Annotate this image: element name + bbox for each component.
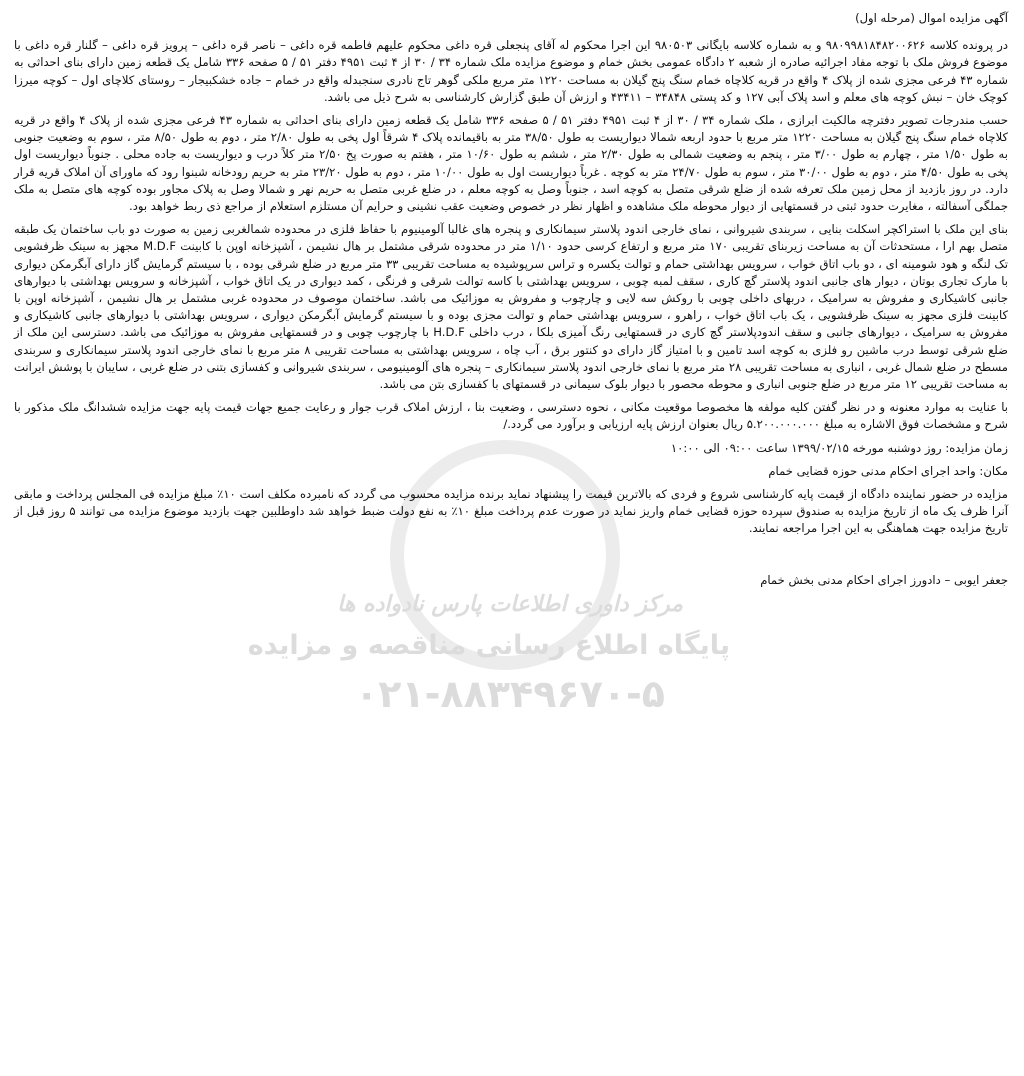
auction-notice bbox=[14, 10, 1008, 595]
watermark-phone: ۰۲۱-۸۸۳۴۹۶۷۰-۵ bbox=[355, 672, 665, 716]
deed-paragraph: حسب مندرجات تصویر دفترچه مالکیت ابرازی ، ملک شماره ۳۴ / ۳۰ از ۴ ثبت ۴۹۵۱ دفتر ۵۱ / ۵ صفحه ۳۳۶ شامل یک قطعه زمین دارای بنای احداثی به شماره ۴۳ فرعی مجزی شده از پلاک ۴ واقع در قریه کلاچاه خمام سنگ پنج گیلان به مساحت ۱۲۲۰ متر مربع با حدود اربعه شمالا دیواریست به طول ۳۸/۵۰ متر به باقیمانده پلاک ۴ شرقاً اول پخی به طول ۲/۸۰ متر ، دوم به طول ۸/۵۰ متر ، سوم به وضعیت جنوبی به طول ۱/۵۰ متر ، چهارم به طول ۳/۰۰ متر ، پنجم به وضعیت شمالی به طول ۲/۳۰ متر ، ششم به طول ۱۰/۶۰ متر ، هفتم به صورت پخ ۲/۵۰ متر کلاً درب و دیواریست به جاده محلی . جنوباً دیواریست اول پخی به طول ۴/۵۰ متر ، دوم به طول ۳۰/۰۰ متر ، سوم به طول ۲۴/۷۰ متر به کوچه . غرباً دیواریست اول به طول ۱۰/۰۰ متر ، دوم به طول ۲۳/۲۰ متر به حریم رودخانه شبنوا رود که ماورای آن املاک قریه قرار دارد. در روز بازدید از محل زمین ملک تعرفه شده از ضلع شرقی متصل به کوچه اسد ، جنوباً وصل به کوچه معلم ، در ضلع غربی متصل به حریم نهر و شمالا وصل به پلاک مجاور بوده کوچه های متصل به ملک جملگی آسفالته ، مغایرت حدود ثبتی در قسمتهایی از دیوار محوطه ملک مشاهده و اظهار نظر در خصوص وضعیت عقب نشینی و حرایم آن مستلزم استعلام از مراجع ذی ربط خواهد بود. bbox=[14, 113, 1009, 214]
case-paragraph: در پرونده کلاسه ۹۸۰۹۹۸۱۸۴۸۲۰۰۶۲۶ و به شماره کلاسه بایگانی ۹۸۰۵۰۳ این اجرا محکوم له آقای پنجعلی قره داغی محکوم علیهم فاطمه قره داغی – ناصر قره داغی – پرویز قره داغی – گلنار قره داغی با موضوع فروش ملک با توجه مفاد اجرائیه صادره از شعبه ۲ دادگاه عمومی بخش خمام و موضوع مزایده ملک شماره ۳۴ / ۳۰ از ۴ ثبت ۴۹۵۱ دفتر ۵۱ / ۵ صفحه ۳۳۶ شامل یک قطعه زمین دارای بنای احداثی به شماره ۴۳ فرعی مجزی شده از پلاک ۴ واقع در قریه کلاچاه خمام سنگ پنج گیلان به مساحت ۱۲۲۰ متر مربع ملکی گوهر تاج نادری سنجبدله واقع در خمام – جاده خشکبیجار – روستای کلاچای اول – کوچه میرزا کوچک خان – نبش کوچه های معلم و اسد پلاک آبی ۱۲۷ و کد پستی ۳۴۸۴۸ – ۴۳۴۱۱ و ارزش آن طبق گزارش کارشناسی به شرح ذیل می باشد. bbox=[14, 38, 1008, 104]
valuation-paragraph: با عنایت به موارد معنونه و در نظر گفتن کلیه مولفه ها مخصوصا موقعیت مکانی ، نحوه دسترسی ، وضعیت بنا ، ارزش املاک قرب جوار و رعایت جمیع جهات قیمت پایه جهت مزایده ششدانگ ملک مذکور با شرح و مشخصات فوق الاشاره به مبلغ ۵.۲۰۰.۰۰۰.۰۰۰ ریال بعنوان ارزش پایه ارزیابی و برآورد می گردد./ bbox=[14, 400, 1008, 432]
signature: جعفر ایوبی – دادورز اجرای احکام مدنی بخش خمام bbox=[760, 572, 1008, 587]
watermark-line2: پایگاه اطلاع رسانی مناقصه و مزایده bbox=[247, 630, 730, 661]
auction-location: مکان: واحد اجرای احکام مدنی حوزه قضایی خمام bbox=[768, 463, 1008, 478]
notice-title: آگهی مزایده اموال (مرحله اول) bbox=[855, 11, 1008, 25]
watermark-line1: مرکز داوری اطلاعات پارس نادواده ها bbox=[337, 592, 683, 617]
auction-time: زمان مزایده: روز دوشنبه مورخه ۱۳۹۹/۰۲/۱۵ ساعت ۰۹:۰۰ الی ۱۰:۰۰ bbox=[670, 440, 1008, 455]
terms-paragraph: مزایده در حضور نماینده دادگاه از قیمت پایه کارشناسی شروع و فردی که بالاترین قیمت را پیشنهاد نماید برنده مزایده محسوب می گردد که نامبرده مکلف است ۱۰٪ مبلغ مزایده فی المجلس پرداخت و مابقی آنرا ظرف یک ماه از تاریخ مزایده به صندوق سپرده حوزه قضایی خمام واریز نماید در صورت عدم پرداخت مبلغ ۱۰٪ به نفع دولت ضبط خواهد شد داوطلبین جهت بازدید موضوع مزایده می توانند ۵ روز قبل از تاریخ مزایده جهت هماهنگی به این اجرا مراجعه نمایند. bbox=[14, 487, 1009, 536]
building-paragraph: بنای این ملک با استراکچر اسکلت بنایی ، سربندی شیروانی ، نمای خارجی اندود پلاستر سیمانکاری و پنجره های غالبا آلومینیوم با حفاظ فلزی در محدوده شمالغربی زمین به صورت دو باب ساختمان یک طبقه متصل بهم ارا ، مستحدثات آن به مساحت زیربنای تقریبی ۱۷۰ متر مربع و ارتفاع کرسی حدود ۱/۱۰ متر در محدوده شرقی مشتمل بر هال نشیمن ، آشپزخانه اوپن با کابینت M.D.F مجهز به سینک ظرفشویی تک لنگه و هود شومینه ای ، دو باب اتاق خواب ، سرویس بهداشتی حمام و توالت یکسره و تراس سرپوشیده به مساحت تقریبی ۳۳ متر مربع در ضلع شرقی بوده ، با سیستم گرمایش گاز دارای آبگرمکن دیواری با مارک تجاری بوتان ، دیوار های جانبی اندود پلاستر گچ کاری ، سقف لمبه چوبی ، سرویس بهداشتی با کاسه توالت شرقی و فرنگی ، کمد دیواری در یک اتاق خواب ، آشپزخانه و سرویس بهداشتی با دیوارهای جانبی کاشیکاری و مفروش به سرامیک ، دربهای داخلی چوبی با روکش سه لایی و چارچوب و مفروش به موزائیک می باشد. ساختمان موصوف در محدوده غربی مشتمل بر هال نشیمن ، آشپزخانه اوپن با کابینت فلزی مجهز به سینک ظرفشویی ، یک باب اتاق خواب ، راهرو ، سرویس بهداشتی حمام و توالت مجزی بوده و با سیستم گرمایش آبگرمکن دیواری ، سرویس بهداشتی با دیوارهای جانبی کاشیکاری و مفروش به سرامیک ، دیوارهای جانبی و سقف اندودپلاستر گچ کاری در قسمتهایی رنگ آمیزی بلکا ، درب داخلی H.D.F با چارچوب چوبی و در قسمتهایی مفروش به موزائیک می باشد. دسترسی این ملک از ضلع شرقی توسط درب ماشین رو فلزی به کوچه اسد تامین و با امتیاز گاز دارای دو کنتور برق ، آب چاه ، سرویس بهداشتی به مساحت تقریبی ۸ متر مربع با نمای خارجی اندود پلاستر سیمانکاری و سربندی مسطح در ضلع شمال غربی ، انباری به مساحت تقریبی ۲۸ متر مربع با نمای خارجی اندود پلاستر سیمانکاری – پنجره های آلومینیومی ، سربندی شیروانی و کفسازی بتنی در ضلع غربی ، سایبان با پوشش ایرانت به مساحت تقریبی ۱۲ متر مربع در ضلع جنوبی انباری و محوطه محصور با دیوار بلوک سیمانی در قسمتهای با کفسازی بتن می باشد. bbox=[14, 222, 1009, 392]
